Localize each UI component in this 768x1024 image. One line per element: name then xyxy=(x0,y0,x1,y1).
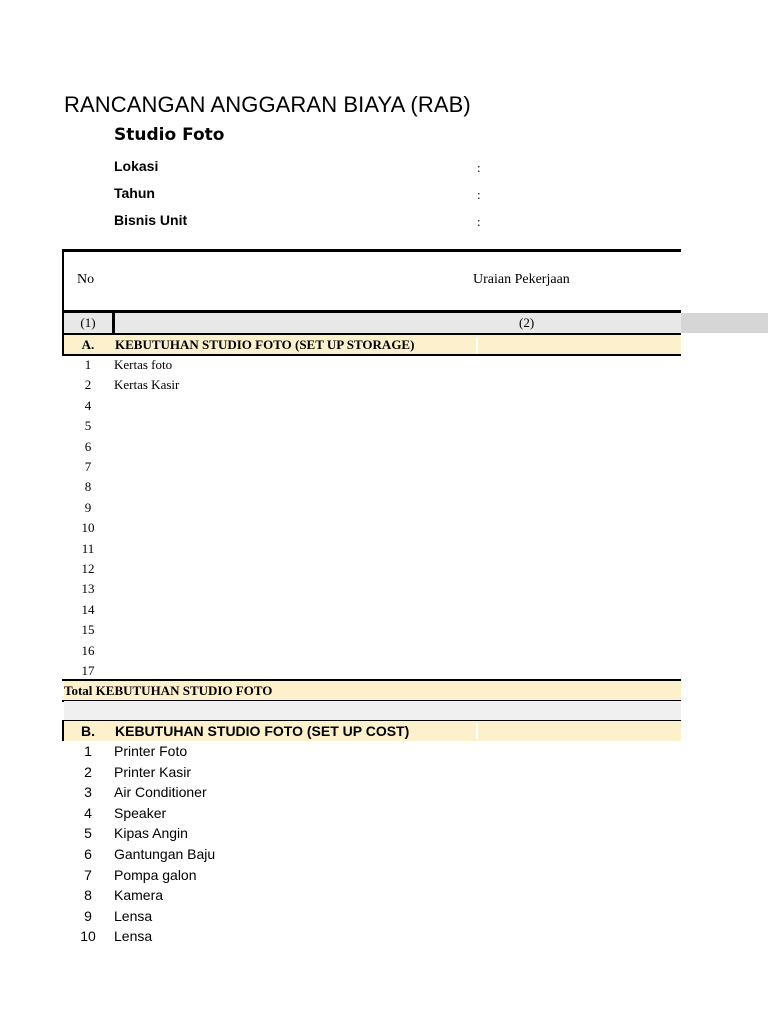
section-a-label: KEBUTUHAN STUDIO FOTO (SET UP STORAGE) xyxy=(115,337,415,352)
section-a-row xyxy=(64,518,664,538)
column-number-2-cell xyxy=(115,313,681,333)
section-a-row-number: 9 xyxy=(84,499,92,515)
section-b-label: KEBUTUHAN STUDIO FOTO (SET UP COST) xyxy=(115,723,410,739)
section-b-divider xyxy=(476,723,478,739)
meta-label-lokasi: Lokasi xyxy=(114,158,159,174)
section-b-header xyxy=(64,721,681,741)
meta-value-tahun: : xyxy=(477,187,481,202)
section-b-row-description: Speaker xyxy=(114,804,167,821)
section-a-row-description: Kertas foto xyxy=(114,357,173,372)
section-a-row-number: 12 xyxy=(81,561,95,576)
section-a-row xyxy=(64,620,664,640)
section-a-row xyxy=(64,355,664,375)
section-a-row xyxy=(64,437,664,457)
section-b-row-description: Gantungan Baju xyxy=(114,846,216,862)
section-a-row-number: 11 xyxy=(81,540,95,556)
section-a-row-number: 8 xyxy=(84,479,92,495)
section-b-row-number: 4 xyxy=(84,804,92,821)
section-a-row-number: 6 xyxy=(84,438,92,454)
section-b-row xyxy=(64,906,664,926)
section-a-row xyxy=(64,457,664,477)
section-b-row-number: 6 xyxy=(84,846,92,862)
section-b-row xyxy=(64,823,664,843)
section-a-row-description: Kertas Kasir xyxy=(114,377,180,393)
section-a-row xyxy=(64,600,664,620)
document-subtitle: Studio Foto xyxy=(114,125,225,145)
section-b-row-description: Printer Foto xyxy=(114,743,188,759)
section-a-row xyxy=(64,559,664,579)
section-a-header xyxy=(64,335,681,355)
section-b-row-number: 5 xyxy=(84,825,92,842)
column-number-row xyxy=(64,313,768,333)
section-b-row xyxy=(64,782,664,802)
meta-label-bisnis-unit: Bisnis Unit xyxy=(114,212,188,228)
meta-label-tahun: Tahun xyxy=(114,185,155,201)
section-a-row xyxy=(64,498,664,518)
section-b-row-description: Lensa xyxy=(114,907,153,924)
section-b-row-description: Air Conditioner xyxy=(114,784,207,801)
column-number-1: (1) xyxy=(64,313,112,333)
section-a-row xyxy=(64,477,664,497)
section-a-row-number: 17 xyxy=(81,663,95,678)
meta-value-bisnis-unit: : xyxy=(477,214,481,229)
section-a-row-number: 4 xyxy=(84,397,92,413)
section-b-row-description: Kamera xyxy=(114,887,164,904)
section-a-row xyxy=(64,579,664,599)
section-a-row xyxy=(64,396,664,416)
section-b-row-description: Printer Kasir xyxy=(114,763,192,780)
section-b-row-number: 2 xyxy=(84,763,92,780)
section-a-row xyxy=(64,661,664,681)
section-a-row-number: 1 xyxy=(84,357,92,372)
section-a-row xyxy=(64,539,664,559)
section-b-row-number: 9 xyxy=(84,907,92,924)
section-a-row-number: 5 xyxy=(84,418,92,434)
section-a-row-number: 7 xyxy=(84,459,92,474)
section-b-row xyxy=(64,741,664,761)
section-a-row-number: 10 xyxy=(81,520,95,536)
section-a-row-number: 15 xyxy=(81,622,95,638)
column-extension-cell xyxy=(681,313,768,333)
section-b-row-number: 1 xyxy=(84,743,92,759)
section-a-row-number: 16 xyxy=(81,642,95,658)
section-b-row-number: 3 xyxy=(84,784,92,801)
section-b-row xyxy=(64,885,664,905)
table-left-border xyxy=(62,249,64,313)
section-b-row-number: 10 xyxy=(80,928,96,945)
section-b-row xyxy=(64,865,664,885)
blank-spacer-row xyxy=(64,701,681,721)
section-a-code: A. xyxy=(81,337,95,352)
section-b-row-number: 7 xyxy=(84,866,92,883)
header-no: No xyxy=(77,272,95,287)
column-number-2: (2) xyxy=(519,315,535,330)
section-b-row xyxy=(64,803,664,823)
section-a-divider xyxy=(476,337,478,353)
section-b-code: B. xyxy=(81,723,95,739)
section-b-row-number: 8 xyxy=(84,887,92,904)
section-a-row-number: 14 xyxy=(81,601,95,617)
section-b-row xyxy=(64,926,664,946)
section-b-row-description: Kipas Angin xyxy=(114,825,188,842)
header-uraian: Uraian Pekerjaan xyxy=(473,272,570,287)
section-b-row-description: Lensa xyxy=(114,928,153,945)
section-a-total: Total KEBUTUHAN STUDIO FOTO xyxy=(64,681,681,701)
section-b-row xyxy=(64,762,664,782)
meta-value-lokasi: : xyxy=(477,160,481,175)
document-title: RANCANGAN ANGGARAN BIAYA (RAB) xyxy=(64,92,471,117)
section-a-row xyxy=(64,641,664,661)
section-b-row-description: Pompa galon xyxy=(114,866,197,883)
section-b-row xyxy=(64,844,664,864)
section-a-row xyxy=(64,375,664,395)
table-top-border xyxy=(62,249,681,252)
section-a-row-number: 13 xyxy=(81,581,95,597)
section-a-row xyxy=(64,416,664,436)
section-a-row-number: 2 xyxy=(84,377,92,393)
